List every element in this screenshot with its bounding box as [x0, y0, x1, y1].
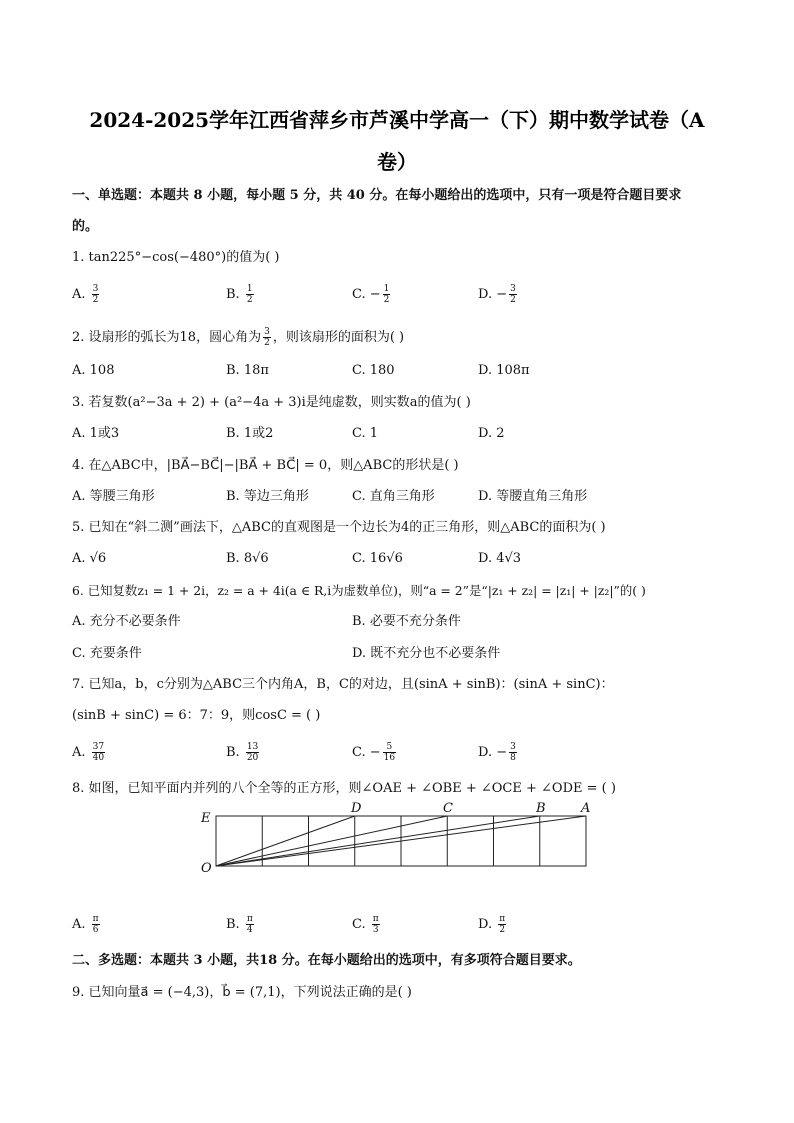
- question-7-stem-line1: 7. 已知a，b，c分别为△ABC三个内角A，B，C的对边，且(sinA + sinB)：(sinA + sinC)：: [72, 677, 614, 692]
- q1-option-b-fraction: [246, 284, 254, 305]
- q8-option-c-fraction: [372, 914, 380, 935]
- label-b: B: [536, 801, 546, 816]
- q8-option-b[interactable]: [226, 914, 256, 935]
- exam-title-line2: 卷）: [377, 150, 417, 174]
- q4-option-a[interactable]: A. 等腰三角形: [72, 489, 155, 504]
- q1-option-a-fraction: [92, 284, 100, 305]
- q6-option-a[interactable]: A. 充分不必要条件: [72, 614, 181, 629]
- q2-option-b[interactable]: B. 18π: [226, 363, 269, 378]
- q1-option-b[interactable]: [226, 284, 256, 305]
- q7-option-b[interactable]: [226, 742, 261, 763]
- fraction-numerator: 5: [383, 742, 396, 753]
- q5-option-a[interactable]: A. √6: [72, 551, 107, 566]
- fraction-denominator: 2: [246, 295, 253, 305]
- fraction-denominator: 4: [246, 925, 253, 935]
- q1-option-d-fraction: [509, 284, 517, 305]
- fraction-numerator: 1: [383, 284, 390, 294]
- label-e: E: [201, 811, 211, 826]
- label-o: O: [201, 861, 212, 875]
- q1-option-b-label: B.: [226, 287, 244, 302]
- q7-option-a-label: A.: [72, 745, 90, 760]
- q8-option-c-label: C.: [352, 917, 370, 932]
- fraction-denominator: 8: [510, 753, 516, 763]
- section1-heading-text: 一、单选题：本题共 8 小题，每小题 5 分，共 40 分。在每小题给出的选项中，只有一项是符合题目要求: [72, 188, 682, 203]
- q5-option-c[interactable]: C. 16√6: [352, 551, 403, 566]
- q8-option-a[interactable]: [72, 914, 102, 935]
- question-6-stem: 6. 已知复数z₁ = 1 + 2i，z₂ = a + 4i(a ∈ R,i为虚数单位)，则“a = 2”是“|z₁ + z₂| = |z₁| + |z₂|”的( ): [72, 583, 646, 598]
- section1-heading: [72, 187, 681, 205]
- q7-option-b-fraction: [246, 742, 259, 763]
- q8-option-d[interactable]: [478, 914, 508, 935]
- label-a: A: [581, 801, 591, 816]
- q1-option-c[interactable]: [352, 284, 392, 305]
- q7-option-d-label: D. −: [478, 745, 508, 760]
- fraction-numerator: 3: [510, 742, 516, 752]
- q8-option-d-fraction: [498, 914, 506, 935]
- fraction-denominator: 3: [372, 925, 379, 935]
- question-2-stem: [72, 327, 404, 348]
- label-d: D: [351, 801, 362, 816]
- section2-heading: [72, 952, 581, 970]
- q8-option-b-label: B.: [226, 917, 244, 932]
- question-5-stem: 5. 已知在“斜二测”画法下，△ABC的直观图是一个边长为4的正三角形，则△ABC的面积为( ): [72, 520, 606, 535]
- q1-option-c-label: C. −: [352, 287, 381, 302]
- q8-option-c[interactable]: [352, 914, 382, 935]
- section2-heading-text: 二、多选题：本题共 3 小题，共18 分。在每小题给出的选项中，有多项符合题目要求。: [72, 953, 581, 968]
- fraction-numerator: 1: [246, 284, 253, 294]
- fraction-numerator: 37: [92, 742, 105, 752]
- fraction-denominator: 2: [383, 295, 390, 305]
- fraction-denominator: 6: [92, 925, 99, 935]
- q3-option-d[interactable]: D. 2: [478, 426, 505, 441]
- q8-option-a-fraction: [92, 914, 100, 935]
- eight-squares-figure: [196, 800, 596, 875]
- exam-title-line1: 2024-2025学年江西省萍乡市芦溪中学高一（下）期中数学试卷（A: [89, 108, 705, 132]
- q3-option-b[interactable]: B. 1或2: [226, 426, 274, 441]
- q2-option-d[interactable]: D. 108π: [478, 363, 530, 378]
- q4-option-c[interactable]: C. 直角三角形: [352, 489, 435, 504]
- fraction-denominator: 2: [510, 295, 516, 305]
- q1-option-d[interactable]: [478, 284, 519, 305]
- fraction-denominator: 2: [264, 338, 270, 348]
- fraction-numerator: 3: [264, 327, 270, 337]
- q7-option-c-label: C. −: [352, 745, 381, 760]
- question-4-stem: 4. 在△ABC中，|BA⃗−BC⃗|−|BA⃗ + BC⃗| = 0，则△ABC的形状是( ): [72, 458, 459, 473]
- q3-option-c[interactable]: C. 1: [352, 426, 379, 441]
- q1-option-d-label: D. −: [478, 287, 508, 302]
- question-3-stem: 3. 若复数(a²−3a + 2) + (a²−4a + 3)i是纯虚数，则实数a的值为( ): [72, 395, 471, 410]
- segment-oc: [216, 816, 447, 866]
- q2-stem-fraction: [263, 327, 271, 348]
- q8-option-a-label: A.: [72, 917, 90, 932]
- question-8-stem: 8. 如图，已知平面内并列的八个全等的正方形，则∠OAE + ∠OBE + ∠OCE + ∠ODE = ( ): [72, 781, 616, 796]
- fraction-numerator: π: [499, 914, 506, 924]
- q7-option-c[interactable]: [352, 742, 398, 763]
- fraction-denominator: 2: [499, 925, 506, 935]
- q3-option-a[interactable]: A. 1或3: [72, 426, 120, 441]
- q4-option-b[interactable]: B. 等边三角形: [226, 489, 309, 504]
- q1-option-a[interactable]: [72, 284, 101, 305]
- label-c: C: [443, 801, 453, 816]
- fraction-numerator: π: [92, 914, 99, 924]
- section1-heading-text-2: 的。: [72, 219, 99, 234]
- section1-heading-cont: [72, 218, 98, 236]
- q1-option-c-fraction: [383, 284, 391, 305]
- q7-option-c-fraction: [383, 742, 396, 763]
- question-7-stem-line2: (sinB + sinC) = 6：7：9，则cosC = ( ): [72, 708, 321, 723]
- q4-option-d[interactable]: D. 等腰直角三角形: [478, 489, 588, 504]
- segment-ob: [216, 816, 540, 866]
- fraction-denominator: 20: [246, 753, 259, 763]
- fraction-numerator: π: [372, 914, 379, 924]
- q7-option-a[interactable]: [72, 742, 107, 763]
- fraction-numerator: 3: [92, 284, 99, 294]
- fraction-numerator: π: [246, 914, 253, 924]
- q2-option-a[interactable]: A. 108: [72, 363, 115, 378]
- fraction-denominator: 16: [383, 753, 396, 763]
- q5-option-d[interactable]: D. 4√3: [478, 551, 522, 566]
- q6-option-d[interactable]: D. 既不充分也不必要条件: [352, 646, 501, 661]
- fraction-denominator: 2: [92, 295, 99, 305]
- question-1-stem: 1. tan225°−cos(−480°)的值为( ): [72, 250, 280, 265]
- q2-stem-part2: ，则该扇形的面积为( ): [272, 330, 405, 345]
- fraction-numerator: 13: [246, 742, 259, 752]
- q5-option-b[interactable]: B. 8√6: [226, 551, 269, 566]
- fraction-denominator: 40: [92, 753, 105, 763]
- q7-option-d[interactable]: [478, 742, 519, 763]
- q8-option-d-label: D.: [478, 917, 497, 932]
- fraction-numerator: 3: [510, 284, 516, 294]
- question-9-stem: 9. 已知向量a⃗ = (−4,3)，b⃗ = (7,1)，下列说法正确的是( ): [72, 985, 412, 1000]
- q1-option-a-label: A.: [72, 287, 90, 302]
- q8-option-b-fraction: [246, 914, 254, 935]
- q7-option-a-fraction: [92, 742, 105, 763]
- q7-option-b-label: B.: [226, 745, 244, 760]
- q7-option-d-fraction: [509, 742, 517, 763]
- q6-option-c[interactable]: C. 充要条件: [72, 646, 142, 661]
- q6-option-b[interactable]: B. 必要不充分条件: [352, 614, 461, 629]
- q2-stem-part1: 2. 设扇形的弧长为18，圆心角为: [72, 330, 262, 345]
- q2-option-c[interactable]: C. 180: [352, 363, 395, 378]
